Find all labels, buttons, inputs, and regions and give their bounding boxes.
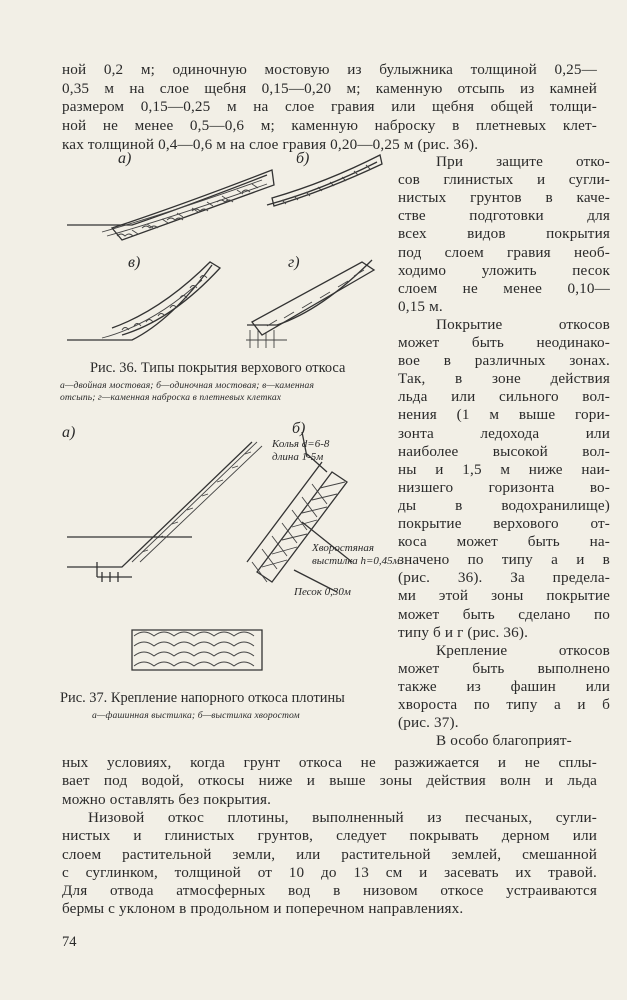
text-line: размером 0,15—0,25 м на слое гравия или щебня общей толщи- xyxy=(62,98,597,116)
text-line: Покрытие откосов xyxy=(436,315,610,333)
text-line: можно оставлять без покрытия. xyxy=(62,790,272,808)
fig37-label-a: а) xyxy=(62,424,76,441)
fig37-annotation-stakes-line-2: длина 1-5м xyxy=(272,451,324,463)
text-line: Так, в зоне действия xyxy=(398,370,610,388)
text-line: нистых грунтов в каче- xyxy=(398,189,610,207)
text-line: ной не менее 0,5—0,6 м; каменную наброску в плетневых клет- xyxy=(62,117,597,135)
text-line: нистых и глинистых грунтов, следует покрывать дерном или xyxy=(62,827,597,845)
text-line: ной 0,2 м; одиночную мостовую из булыжника толщиной 0,25— xyxy=(62,61,597,78)
text-line: (рис. 37). xyxy=(398,714,459,732)
text-line: может быть выполнено xyxy=(398,659,610,677)
fig37-label-b: б) xyxy=(292,420,306,437)
text-line: ходимо уложить песок xyxy=(398,261,610,279)
fig37-annotation-stakes xyxy=(272,438,329,464)
text-line: зонта ледохода или xyxy=(398,424,610,442)
text-line: ды в водохранилище) xyxy=(398,496,610,514)
text-line: нения (1 м выше гори- xyxy=(398,406,610,424)
fig37-annotation-brushwood-line-2: выстилка h=0,45м xyxy=(312,555,400,567)
figure-36-drawings xyxy=(62,150,392,360)
fig36-label-d: г) xyxy=(288,254,300,271)
text-line: Низовой откос плотины, выполненный из песчаных, сугли- xyxy=(88,808,597,826)
text-line: слоем растительной земли, или растительной землей, смешанной xyxy=(62,845,597,863)
fig36-label-a: а) xyxy=(118,150,132,167)
fig36-c-drawing xyxy=(67,262,220,340)
text-line: ных условиях, когда грунт откоса не разжижается и не сплы- xyxy=(62,754,597,771)
text-line: слоем не менее 0,10— xyxy=(398,279,610,297)
text-line: ми этой зоны покрытие xyxy=(398,587,610,605)
text-line: с суглинком, толщиной от 10 до 13 см и засевать их травой. xyxy=(62,863,597,881)
fig36-a-drawing xyxy=(67,170,274,240)
fig37-annotation-brushwood-line-1: Хворостяная xyxy=(312,542,374,554)
page-number: 74 xyxy=(62,934,77,950)
text-line: В особо благоприят- xyxy=(436,732,572,750)
text-line: Для отвода атмосферных вод в низовом откосе устраиваются xyxy=(62,882,597,900)
text-line: всех видов покрытия xyxy=(398,225,610,243)
text-line: вое в различных зонах. xyxy=(398,352,610,370)
text-line: низшего горизонта во- xyxy=(398,478,610,496)
fig37-annotation-sand: Песок 0,30м xyxy=(294,586,351,598)
text-line: ках толщиной 0,4—0,6 м на слое гравия 0,20—0,25 м (рис. 36). xyxy=(62,135,479,153)
text-line: типу б и г (рис. 36). xyxy=(398,623,529,641)
fig36-legend-line-1: а—двойная мостовая; б—одиночная мостовая; в—каменная xyxy=(60,380,314,391)
text-line: хвороста по типу а и б xyxy=(398,696,610,713)
text-line: (рис. 36). За предела- xyxy=(398,569,610,587)
fig36-label-b: б) xyxy=(296,150,310,167)
fig37-a-drawing xyxy=(67,442,262,582)
text-line: может быть неодинако- xyxy=(398,334,610,351)
fig36-legend-line-2: отсыпь; г—каменная наброска в плетневых клетках xyxy=(60,392,282,403)
text-line: может быть сделано по xyxy=(398,605,610,623)
text-line: также из фашин или xyxy=(398,677,610,695)
text-line: льда или сильного вол- xyxy=(398,388,610,406)
fig36-b-drawing xyxy=(267,155,382,206)
text-line: наиболее высокой вол- xyxy=(398,442,610,460)
text-line: под слоем гравия необ- xyxy=(398,243,610,261)
fig37-caption: Рис. 37. Крепление напорного откоса плотины xyxy=(60,690,345,706)
fig36-label-c: в) xyxy=(128,254,141,271)
text-line: значено по типу а и в xyxy=(398,551,610,569)
text-line: 0,15 м. xyxy=(398,297,443,315)
text-line: вает под водой, откосы ниже и выше зоны действия волн и льда xyxy=(62,772,597,790)
fig37-annotation-brushwood xyxy=(312,542,400,568)
text-line: стве подготовки для xyxy=(398,207,610,225)
text-line: При защите отко- xyxy=(436,153,610,170)
text-line: ны и 1,5 м ниже наи- xyxy=(398,460,610,478)
fig37-fascine-bundle xyxy=(132,630,262,670)
text-line: бермы с уклоном в продольном и поперечном направлениях. xyxy=(62,900,464,918)
fig36-d-drawing xyxy=(246,260,374,348)
text-line: 0,35 м на слое щебня 0,15—0,20 м; каменную отсыпь из камней xyxy=(62,79,597,97)
fig36-caption: Рис. 36. Типы покрытия верхового откоса xyxy=(90,360,346,376)
text-line: покрытие верхового от- xyxy=(398,515,610,532)
fig37-annotation-stakes-line-1: Колья d=6-8 xyxy=(272,438,330,450)
fig37-legend: а—фашинная выстилка; б—выстилка хворостом xyxy=(92,710,300,721)
text-line: сов глинистых и сугли- xyxy=(398,171,610,189)
text-line: коса может быть на- xyxy=(398,533,610,551)
text-line: Крепление откосов xyxy=(436,641,610,659)
